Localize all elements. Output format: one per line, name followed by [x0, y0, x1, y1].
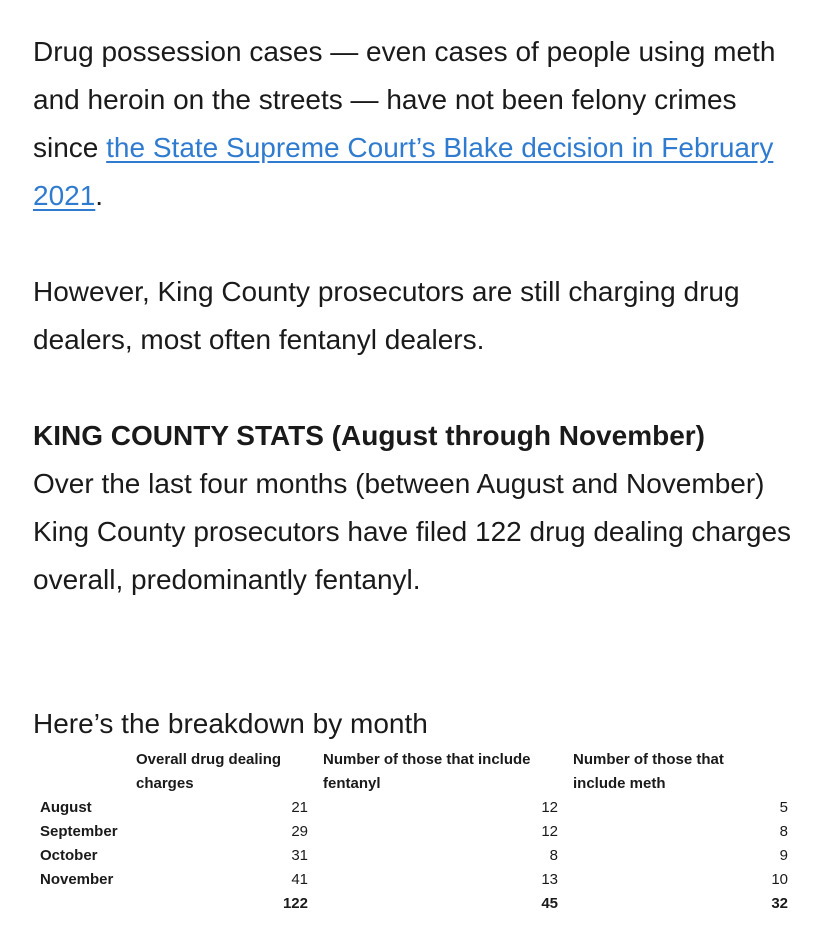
month-cell: August	[40, 799, 92, 816]
meth-cell: 9	[779, 847, 788, 864]
fentanyl-cell: 13	[541, 871, 558, 888]
overall-cell: 41	[291, 871, 308, 888]
fentanyl-cell: 12	[541, 823, 558, 840]
overall-cell: 29	[291, 823, 308, 840]
fentanyl-cell: 12	[541, 799, 558, 816]
breakdown-title: Here’s the breakdown by month	[33, 708, 428, 739]
article-body	[33, 28, 803, 604]
table-total-row	[40, 892, 792, 916]
overall-cell: 31	[291, 847, 308, 864]
fentanyl-cell: 8	[549, 847, 558, 864]
header-fentanyl: Number of those that include fentanyl	[323, 751, 531, 792]
header-overall: Overall drug dealing charges	[136, 751, 282, 792]
meth-cell: 5	[779, 799, 788, 816]
meth-cell: 10	[771, 871, 788, 888]
meth-cell: 8	[779, 823, 788, 840]
paragraph-stats-summary: Over the last four months (between August and November) King County prosecutors have filed 122 drug dealing charges overall, predominantly fentanyl.	[33, 468, 792, 595]
header-meth: Number of those that include meth	[573, 751, 724, 792]
total-overall-cell: 122	[282, 895, 308, 912]
paragraph-prosecutors: However, King County prosecutors are still charging drug dealers, most often fentanyl dealers.	[33, 276, 740, 355]
month-cell: November	[40, 871, 114, 888]
table-row	[40, 820, 792, 844]
breakdown-table	[40, 748, 792, 916]
table-row	[40, 796, 792, 820]
table-header-row	[40, 748, 792, 796]
section-heading: KING COUNTY STATS (August through November)	[33, 420, 705, 451]
month-cell: October	[40, 847, 98, 864]
month-cell: September	[40, 823, 118, 840]
paragraph-text-end: .	[95, 180, 104, 211]
total-fentanyl-cell: 45	[541, 895, 558, 912]
table-row	[40, 868, 792, 892]
total-meth-cell: 32	[771, 895, 788, 912]
paragraph-text: Drug possession cases — even cases of people using meth and heroin on the streets — have not been felony crimes since	[33, 36, 776, 163]
table-row	[40, 844, 792, 868]
overall-cell: 21	[291, 799, 308, 816]
paragraph-blake-decision	[33, 28, 803, 220]
blake-decision-link[interactable]: the State Supreme Court’s Blake decision in February 2021	[33, 132, 774, 211]
